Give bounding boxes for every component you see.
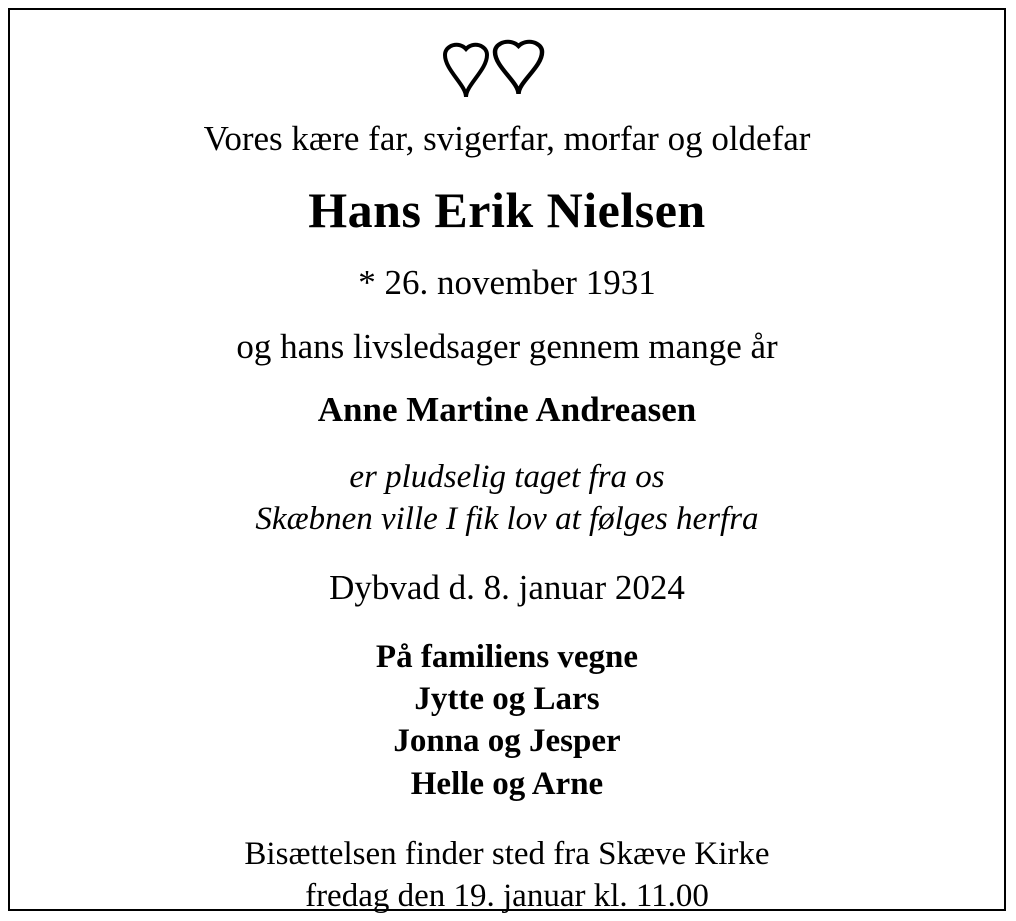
family-member: Jytte og Lars	[414, 681, 600, 718]
birth-date: * 26. november 1931	[358, 263, 656, 303]
funeral-line-2: fredag den 19. januar kl. 11.00	[305, 878, 709, 915]
double-hearts-icon	[437, 38, 577, 100]
partner-intro: og hans livsledsager gennem mange år	[236, 326, 778, 366]
verse-line-2: Skæbnen ville I fik lov at følges herfra	[255, 501, 759, 538]
verse	[255, 456, 758, 540]
family-member: Jonna og Jesper	[393, 723, 621, 760]
family-signature	[376, 636, 638, 805]
deceased-name: Hans Erik Nielsen	[308, 182, 706, 239]
family-heading: På familiens vegne	[375, 638, 639, 675]
partner-name: Anne Martine Andreasen	[317, 389, 697, 429]
relationship-intro: Vores kære far, svigerfar, morfar og oldefar	[203, 119, 811, 158]
place-and-date: Dybvad d. 8. januar 2024	[329, 567, 685, 607]
verse-line-1: er pludselig taget fra os	[349, 459, 665, 496]
funeral-line-1: Bisættelsen finder sted fra Skæve Kirke	[244, 835, 770, 872]
funeral-details	[244, 833, 769, 917]
family-member: Helle og Arne	[410, 765, 604, 802]
obituary-card	[8, 8, 1006, 915]
